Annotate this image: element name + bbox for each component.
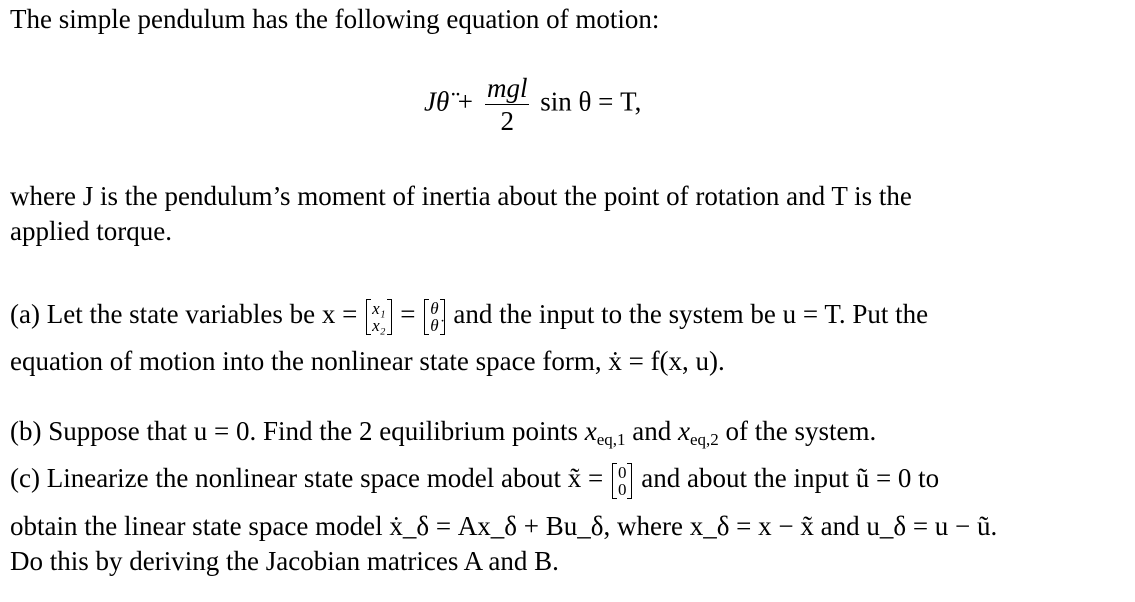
part-c-prefix: (c) Linearize the nonlinear state space model about x̃ = [10, 463, 604, 493]
intro-text: The simple pendulum has the following equation of motion: [10, 4, 660, 34]
equation-lhs: Jθ̈ + [424, 86, 475, 117]
part-b-and: and [632, 416, 672, 446]
where-line-2: applied torque. [10, 216, 172, 246]
fraction-numerator: mgl [486, 73, 528, 103]
xeq1-symbol: x [584, 416, 597, 446]
vector-entry: x₂ [372, 315, 386, 335]
where-line-1: where J is the pendulum’s moment of inertia about the point of rotation and T is the [10, 181, 912, 211]
equals-sign: = [400, 299, 416, 329]
equation-rhs: sin θ = T, [540, 86, 642, 117]
vector-entry: θ̇ [430, 315, 439, 335]
zero-vector [612, 464, 633, 498]
part-c-line-1 [10, 462, 939, 498]
part-c-line-2: obtain the linear state space model ẋ_δ = Ax_δ + Bu_δ, where x_δ = x − x̃ and u_δ = u − ũ. [10, 511, 998, 541]
state-vector-theta [424, 300, 444, 334]
vector-entry: x₁ [372, 298, 386, 318]
part-c-suffix: and about the input ũ = 0 to [641, 463, 940, 493]
xeq2-subscript: eq,2 [689, 430, 719, 449]
part-a-suffix: and the input to the system be u = T. Put the [453, 299, 929, 329]
xeq1-subscript: eq,1 [596, 430, 626, 449]
part-b-text: (b) Suppose that u = 0. Find the 2 equilibrium points [10, 416, 578, 446]
part-a-prefix: (a) Let the state variables be x = [10, 299, 358, 329]
part-c-line-3: Do this by deriving the Jacobian matrices A and B. [10, 546, 559, 576]
equation-fraction [485, 72, 530, 137]
part-a-line-2: equation of motion into the nonlinear state space form, ẋ = f(x, u). [10, 346, 725, 376]
fraction-denominator: 2 [500, 106, 514, 136]
part-a-line-1 [10, 298, 928, 334]
equation-of-motion [424, 72, 641, 137]
state-vector-x [366, 300, 391, 334]
part-b-end: of the system. [725, 416, 877, 446]
xeq2-symbol: x [677, 416, 690, 446]
part-b-line [10, 415, 876, 456]
vector-entry: θ [430, 298, 439, 318]
vector-entry: 0 [617, 479, 627, 499]
vector-entry: 0 [617, 462, 627, 482]
